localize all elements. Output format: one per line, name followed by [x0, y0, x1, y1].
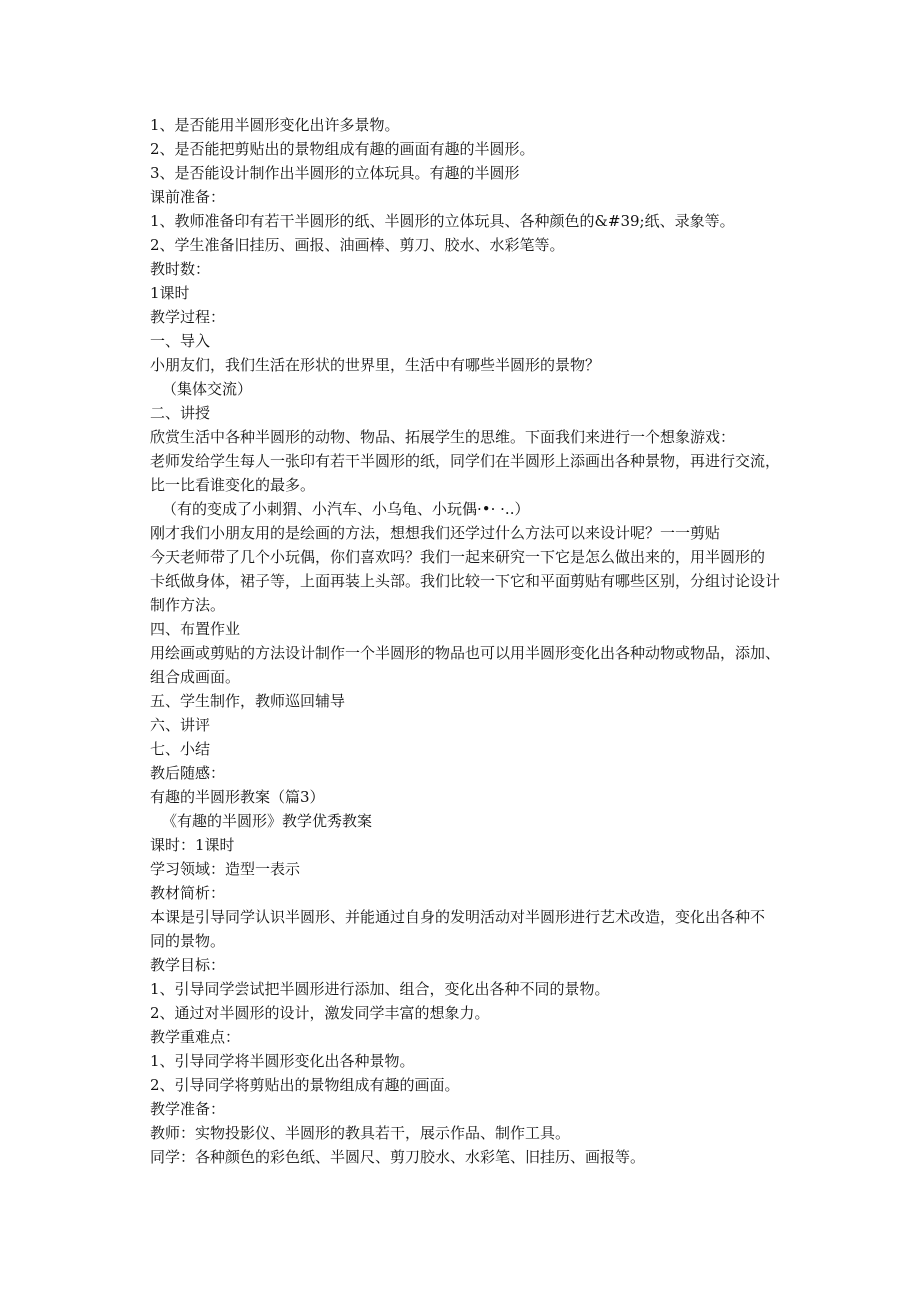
- text-line: 教学重难点：: [150, 1028, 241, 1046]
- text-line: （集体交流）: [162, 380, 253, 398]
- text-line: 2、引导同学将剪贴出的景物组成有趣的画面。: [150, 1076, 460, 1094]
- text-line: 教师：实物投影仪、半圆形的教具若干，展示作品、制作工具。: [150, 1124, 571, 1142]
- text-line: 四、布置作业: [150, 620, 241, 638]
- text-line: 学习领域：造型一表示: [150, 860, 301, 878]
- text-line: 制作方法。: [150, 596, 226, 614]
- text-line: 教时数：: [150, 260, 211, 278]
- text-line: 组合成画面。: [150, 668, 241, 686]
- text-line: 1、是否能用半圆形变化出许多景物。: [150, 116, 400, 134]
- text-line: 教学目标：: [150, 956, 226, 974]
- text-line: 教学过程：: [150, 308, 226, 326]
- text-line: 刚才我们小朋友用的是绘画的方法，想想我们还学过什么方法可以来设计呢？一一剪贴: [150, 524, 721, 542]
- text-line: 小朋友们，我们生活在形状的世界里，生活中有哪些半圆形的景物？: [150, 356, 601, 374]
- text-line: 二、讲授: [150, 404, 211, 422]
- text-line: 课时：1课时: [150, 836, 235, 854]
- text-line: 1课时: [150, 284, 190, 302]
- text-line: 教材简析：: [150, 884, 226, 902]
- text-line: 教后随感：: [150, 764, 226, 782]
- text-line: 3、是否能设计制作出半圆形的立体玩具。有趣的半圆形: [150, 164, 520, 182]
- text-line: 今天老师带了几个小玩偶，你们喜欢吗？我们一起来研究一下它是怎么做出来的，用半圆形的: [150, 548, 766, 566]
- text-line: 本课是引导同学认识半圆形、并能通过自身的发明活动对半圆形进行艺术改造，变化出各种不: [150, 908, 766, 926]
- text-line: 五、学生制作，教师巡回辅导: [150, 692, 346, 710]
- text-line: 2、是否能把剪贴出的景物组成有趣的画面有趣的半圆形。: [150, 140, 535, 158]
- text-line: 1、引导同学将半圆形变化出各种景物。: [150, 1052, 415, 1070]
- text-line: 《有趣的半圆形》教学优秀教案: [162, 812, 373, 830]
- text-line: 卡纸做身体，裙子等，上面再装上头部。我们比较一下它和平面剪贴有哪些区别，分组讨论设计: [150, 572, 781, 590]
- text-line: 同学：各种颜色的彩色纸、半圆尺、剪刀胶水、水彩笔、旧挂历、画报等。: [150, 1148, 646, 1166]
- text-line: 同的景物。: [150, 932, 226, 950]
- text-line: 1、引导同学尝试把半圆形进行添加、组合，变化出各种不同的景物。: [150, 980, 610, 998]
- text-line: 比一比看谁变化的最多。: [150, 476, 316, 494]
- text-line: （有的变成了小刺猬、小汽车、小乌龟、小玩偶·•· ·..）: [162, 500, 530, 518]
- text-line: 课前准备：: [150, 188, 226, 206]
- text-line: 1、教师准备印有若干半圆形的纸、半圆形的立体玩具、各种颜色的&#39;纸、录象等。: [150, 212, 735, 230]
- text-line: 2、学生准备旧挂历、画报、油画棒、剪刀、胶水、水彩笔等。: [150, 236, 565, 254]
- text-line: 用绘画或剪贴的方法设计制作一个半圆形的物品也可以用半圆形变化出各种动物或物品，添加、: [150, 644, 781, 662]
- text-line: 2、通过对半圆形的设计，激发同学丰富的想象力。: [150, 1004, 490, 1022]
- text-line: 教学准备：: [150, 1100, 226, 1118]
- text-line: 七、小结: [150, 740, 211, 758]
- text-line: 有趣的半圆形教案（篇3）: [150, 788, 325, 806]
- text-line: 欣赏生活中各种半圆形的动物、物品、拓展学生的思维。下面我们来进行一个想象游戏：: [150, 428, 736, 446]
- text-line: 一、导入: [150, 332, 211, 350]
- text-line: 六、讲评: [150, 716, 211, 734]
- text-line: 老师发给学生每人一张印有若干半圆形的纸，同学们在半圆形上添画出各种景物，再进行交流，: [150, 452, 781, 470]
